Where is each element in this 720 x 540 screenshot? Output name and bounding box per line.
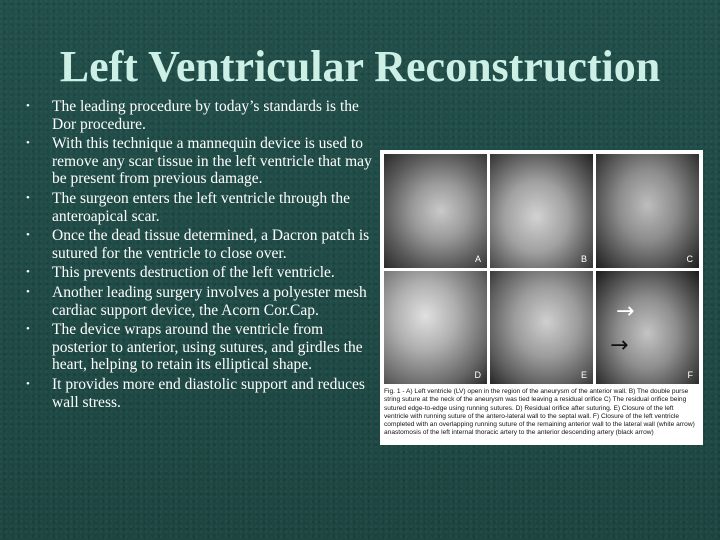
bullet-list <box>22 98 374 413</box>
bullet-text: Another leading surgery involves a polyester mesh cardiac support device, the Acorn Cor.Cap. <box>52 283 367 319</box>
black-arrow-icon: → <box>610 332 629 358</box>
bullet-icon: • <box>26 377 30 390</box>
bullet-text: The surgeon enters the left ventricle through the anteroapical scar. <box>52 189 350 225</box>
bullet-item <box>22 135 374 188</box>
panel-letter-b: B <box>580 253 587 264</box>
bullet-item <box>22 190 374 225</box>
photo-panel-f <box>596 271 699 385</box>
bullet-text: The leading procedure by today’s standards is the Dor procedure. <box>52 98 359 133</box>
bullet-text: With this technique a mannequin device is used to remove any scar tissue in the left ventricle that may be present from previous damage. <box>52 135 372 188</box>
white-arrow-icon: → <box>616 298 635 324</box>
slide-title: Left Ventricular Reconstruction <box>59 42 661 91</box>
surgery-figure <box>380 150 703 445</box>
figure-caption: Fig. 1 - A) Left ventricle (LV) open in the region of the aneurysm of the anterior wall. B) The double purse string suture at the neck of the aneurysm was tied leaving a residual orifice C) The residual orifice being sutured edge-to-edge using running sutures. D) Residual orifice after suturing. E) Closure of the left ventricle with running suture of the antero-lateral wall to the septal wall. F) Closure of the left ventricle completed with an overlapping running suture of the remaining anterior wall to the lateral wall (white arrow) anastomosis of the left internal thoracic artery to the anterior descending artery (black arrow) <box>384 388 695 437</box>
bullet-icon: • <box>26 323 30 336</box>
bullet-icon: • <box>26 100 30 112</box>
panel-letter-e: E <box>580 370 587 380</box>
bullet-text: This prevents destruction of the left ventricle. <box>52 264 335 282</box>
bullet-icon: • <box>26 229 30 242</box>
photo-panel-c <box>596 154 699 268</box>
bullet-icon: • <box>26 266 30 279</box>
photo-panel-a <box>384 154 487 268</box>
bullet-text: The device wraps around the ventricle from posterior to anterior, using sutures, and girdles the heart, helping to retain its elliptical shape. <box>52 321 363 374</box>
photo-grid <box>384 154 699 384</box>
panel-letter-f: F <box>687 370 693 380</box>
bullet-icon: • <box>26 191 30 204</box>
panel-letter-c: C <box>686 253 693 264</box>
bullet-item <box>22 264 374 282</box>
photo-panel-e <box>490 271 593 385</box>
panel-letter-a: A <box>474 253 481 264</box>
bullet-text: Once the dead tissue determined, a Dacron patch is sutured for the ventricle to close over. <box>52 227 370 262</box>
bullet-item <box>22 98 374 133</box>
bullet-item <box>22 376 374 411</box>
bullet-item <box>22 227 374 262</box>
bullet-text: It provides more end diastolic support and reduces wall stress. <box>52 375 365 411</box>
bullet-icon: • <box>26 285 30 298</box>
photo-panel-d <box>384 271 487 385</box>
bullet-item <box>22 284 374 319</box>
panel-letter-d: D <box>474 370 481 380</box>
bullet-item <box>22 321 374 374</box>
photo-panel-b <box>490 154 593 268</box>
bullet-icon: • <box>26 137 30 150</box>
